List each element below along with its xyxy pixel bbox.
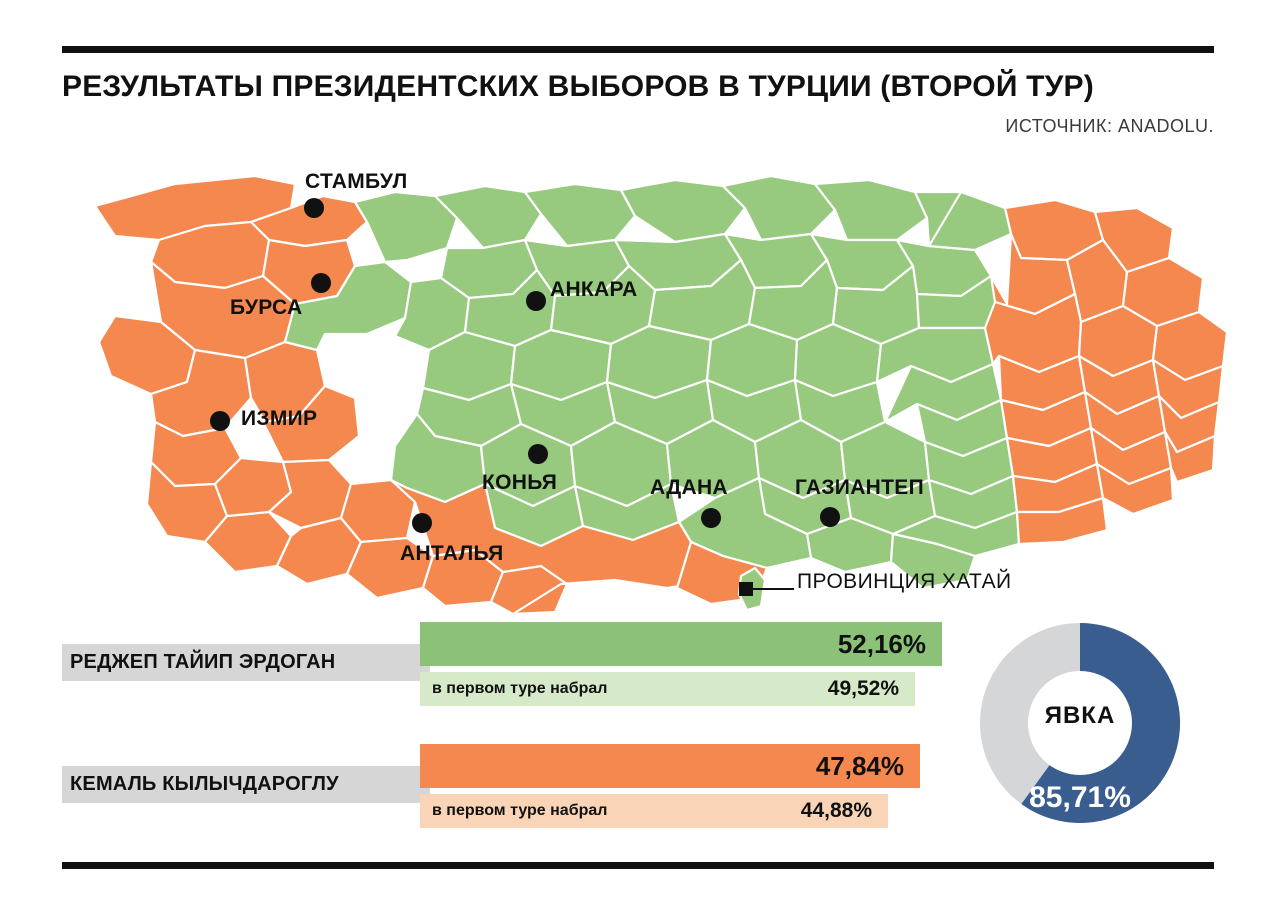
city-label-adana: АДАНА <box>650 476 728 499</box>
bar-kilicdaroglu-runoff-value: 47,84% <box>815 751 904 781</box>
turnout-donut-chart <box>955 598 1205 848</box>
bar-erdogan-firstround <box>420 672 915 706</box>
bottom-divider <box>62 862 1214 869</box>
top-divider <box>62 46 1214 53</box>
city-dot-ankara <box>526 291 546 311</box>
city-dot-gaziantep <box>820 507 840 527</box>
source-label: ИСТОЧНИК: ANADOLU. <box>1005 116 1214 136</box>
results-bar-chart <box>62 620 942 840</box>
bar-erdogan-firstround-value: 49,52% <box>827 677 899 700</box>
turkey-map <box>55 136 1230 616</box>
candidate-name-kilicdaroglu: КЕМАЛЬ КЫЛЫЧДАРОГЛУ <box>62 766 430 803</box>
city-dot-izmir <box>210 411 230 431</box>
bar-erdogan-firstround-caption: в первом туре набрал <box>432 680 608 697</box>
city-dot-adana <box>701 508 721 528</box>
bar-erdogan-runoff <box>420 622 942 666</box>
city-label-istanbul: СТАМБУЛ <box>305 170 408 193</box>
city-dot-istanbul <box>304 198 324 218</box>
city-label-bursa: БУРСА <box>230 296 303 319</box>
city-label-gaziantep: ГАЗИАНТЕП <box>795 476 924 499</box>
city-label-konya: КОНЬЯ <box>482 471 558 494</box>
city-dot-konya <box>528 444 548 464</box>
donut-center-label: ЯВКА <box>1044 702 1116 729</box>
bar-kilicdaroglu-runoff <box>420 744 920 788</box>
city-label-ankara: АНКАРА <box>550 278 638 301</box>
hatay-leader-line <box>746 588 794 590</box>
hatay-annotation-label: ПРОВИНЦИЯ ХАТАЙ <box>797 570 1012 593</box>
page-title: РЕЗУЛЬТАТЫ ПРЕЗИДЕНТСКИХ ВЫБОРОВ В ТУРЦИИ (ВТОРОЙ ТУР) <box>62 70 1094 103</box>
bar-erdogan-runoff-value: 52,16% <box>837 629 926 659</box>
bar-kilicdaroglu-firstround-caption: в первом туре набрал <box>432 802 608 819</box>
bar-kilicdaroglu-firstround-value: 44,88% <box>800 799 872 822</box>
city-label-izmir: ИЗМИР <box>241 407 318 430</box>
city-dot-antalya <box>412 513 432 533</box>
city-dot-bursa <box>311 273 331 293</box>
donut-turnout-value: 85,71% <box>1029 781 1131 814</box>
city-label-antalya: АНТАЛЬЯ <box>400 542 504 565</box>
map-svg <box>55 136 1230 616</box>
bar-kilicdaroglu-firstround <box>420 794 888 828</box>
candidate-name-erdogan: РЕДЖЕП ТАЙИП ЭРДОГАН <box>62 644 430 681</box>
